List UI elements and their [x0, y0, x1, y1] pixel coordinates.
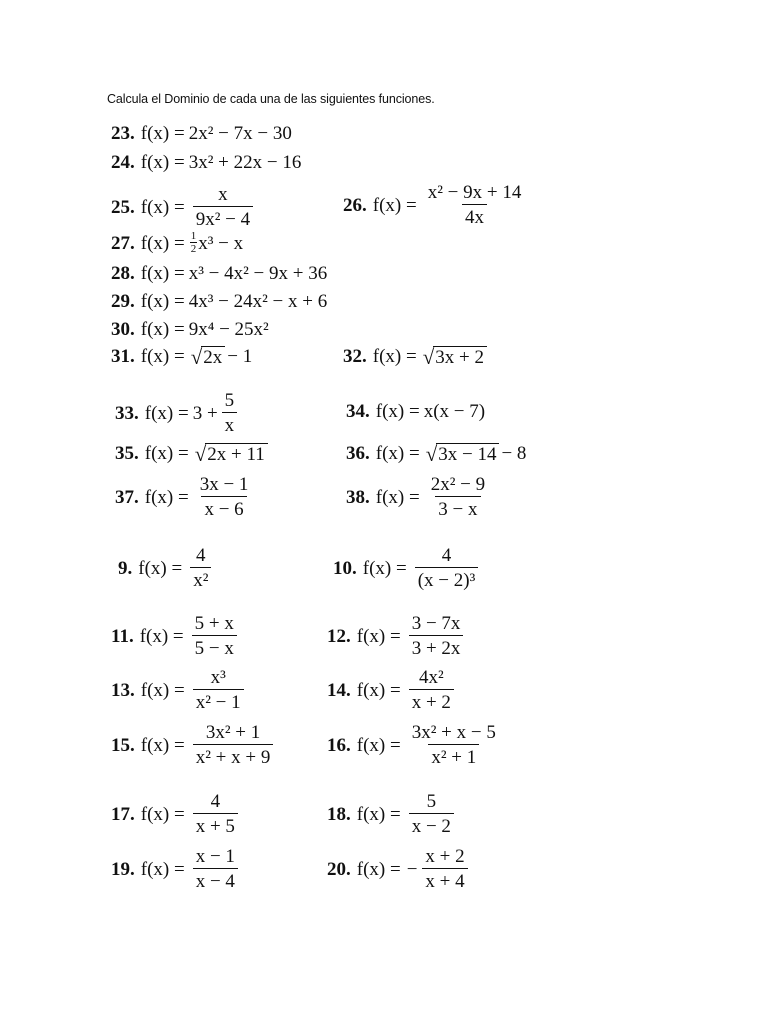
numerator: x² − 9x + 14 [427, 182, 522, 203]
fraction [415, 546, 479, 590]
problem-number: 10. [333, 557, 357, 579]
problem-number: 31. [111, 346, 135, 368]
radical-sign: √ [194, 441, 207, 466]
problem-number: 13. [111, 679, 135, 701]
function-lhs: f(x) = [140, 346, 185, 368]
numerator: 4 [196, 545, 206, 566]
square-root [191, 346, 226, 368]
function-lhs: f(x) = [138, 557, 183, 579]
problem-number: 28. [111, 263, 135, 284]
numerator: 2x² − 9 [430, 474, 486, 495]
problem-20 [327, 847, 472, 891]
radical-sign: √ [422, 344, 435, 369]
numerator: 4 [441, 545, 452, 566]
problem-number: 17. [111, 803, 135, 825]
function-lhs: f(x) = [140, 734, 185, 756]
function-rhs: x(x − 7) [423, 401, 486, 422]
fraction [409, 792, 454, 836]
denominator: 9x² − 4 [193, 206, 253, 229]
instruction-text: Calcula el Dominio de cada una de las siguientes funciones. [107, 92, 435, 106]
function-rhs: x³ − 4x² − 9x + 36 [188, 263, 328, 284]
denominator: x² − 1 [193, 689, 244, 712]
denominator: x² [190, 567, 211, 590]
problem-36 [346, 443, 526, 465]
problem-23 [111, 124, 292, 143]
fraction [193, 847, 238, 891]
radical-sign: √ [425, 441, 438, 466]
numerator: 1 [190, 230, 197, 242]
denominator: 3 − x [435, 496, 480, 519]
function-lhs: f(x) = [140, 679, 185, 701]
problem-26 [343, 183, 528, 227]
function-lhs: f(x) = [144, 402, 189, 424]
problem-number: 36. [346, 443, 370, 465]
problem-number: 26. [343, 194, 367, 216]
function-lhs: f(x) = [362, 557, 407, 579]
problem-number: 30. [111, 319, 135, 340]
denominator: x² + 1 [428, 744, 479, 767]
problem-13 [111, 668, 248, 712]
function-lhs: f(x) = [139, 625, 184, 647]
numerator: x [218, 184, 228, 205]
problem-28 [111, 264, 327, 283]
problem-number: 20. [327, 858, 351, 880]
problem-31 [111, 346, 252, 368]
radicand: 2x [201, 346, 225, 368]
problem-25 [111, 185, 257, 229]
problem-18 [327, 792, 458, 836]
function-rhs: 9x⁴ − 25x² [188, 319, 269, 340]
fraction [425, 183, 525, 227]
function-rhs: x³ − x [198, 232, 244, 254]
problem-number: 12. [327, 625, 351, 647]
denominator: x − 2 [409, 813, 454, 836]
function-lhs: f(x) = [140, 263, 185, 284]
problem-15 [111, 723, 277, 767]
problem-17 [111, 792, 242, 836]
fraction [193, 723, 274, 767]
fraction [409, 614, 464, 658]
radical-sign: √ [190, 344, 203, 369]
fraction [193, 185, 253, 229]
function-lhs: f(x) = [140, 803, 185, 825]
denominator: x + 2 [409, 689, 454, 712]
numerator: 3x² + 1 [205, 722, 261, 743]
function-rhs: 4x³ − 24x² − x + 6 [188, 291, 328, 312]
denominator: x − 6 [201, 496, 246, 519]
numerator: x − 1 [195, 846, 235, 867]
problem-number: 35. [115, 443, 139, 465]
radicand: 3x + 2 [433, 346, 487, 368]
problem-32 [343, 346, 489, 368]
square-root [195, 443, 268, 465]
function-lhs: f(x) = [356, 858, 401, 880]
problem-16 [327, 723, 503, 767]
problem-34 [346, 402, 485, 421]
problem-number: 29. [111, 291, 135, 312]
function-lhs: f(x) = [372, 194, 417, 216]
square-root [423, 346, 487, 368]
denominator: x − 4 [193, 868, 238, 891]
problem-14 [327, 668, 458, 712]
problem-29 [111, 292, 327, 311]
problem-30 [111, 320, 269, 339]
denominator: 5 − x [192, 635, 237, 658]
fraction [409, 723, 499, 767]
problem-number: 15. [111, 734, 135, 756]
function-lhs: f(x) = [144, 486, 189, 508]
numerator: x³ [210, 667, 226, 688]
denominator: x + 4 [422, 868, 467, 891]
function-prefix: 3 + [192, 402, 218, 424]
function-lhs: f(x) = [356, 803, 401, 825]
problem-10 [333, 546, 482, 590]
function-lhs: f(x) = [140, 196, 185, 218]
fraction [409, 668, 454, 712]
denominator: 4x [462, 204, 487, 227]
problem-33 [115, 391, 241, 435]
problem-12 [327, 614, 467, 658]
problem-number: 34. [346, 401, 370, 422]
problem-number: 16. [327, 734, 351, 756]
problem-number: 24. [111, 152, 135, 173]
function-lhs: f(x) = [140, 291, 185, 312]
function-lhs: f(x) = [356, 625, 401, 647]
fraction [222, 391, 238, 435]
denominator: 3 + 2x [409, 635, 464, 658]
function-lhs: f(x) = [375, 486, 420, 508]
denominator: (x − 2)³ [415, 567, 479, 590]
function-lhs: f(x) = [140, 123, 185, 144]
coefficient-fraction [190, 231, 198, 255]
numerator: 3x² + x − 5 [411, 722, 496, 743]
problem-number: 9. [118, 557, 133, 579]
problem-number: 37. [115, 486, 139, 508]
function-rhs: 2x² − 7x − 30 [188, 123, 292, 144]
problem-number: 25. [111, 196, 135, 218]
problem-number: 19. [111, 858, 135, 880]
denominator: x + 5 [193, 813, 238, 836]
numerator: 3x − 1 [199, 474, 249, 495]
problem-number: 23. [111, 123, 135, 144]
denominator: x [222, 412, 238, 435]
problem-number: 27. [111, 232, 135, 254]
function-lhs: f(x) = [375, 401, 420, 422]
problem-27 [111, 231, 243, 255]
numerator: 4x² [418, 667, 444, 688]
function-lhs: f(x) = [375, 443, 420, 465]
function-lhs: f(x) = [356, 734, 401, 756]
problem-19 [111, 847, 242, 891]
problem-number: 14. [327, 679, 351, 701]
problem-9 [118, 546, 215, 590]
numerator: 4 [210, 791, 221, 812]
fraction [428, 475, 488, 519]
numerator: 3 − 7x [411, 613, 461, 634]
fraction [422, 847, 467, 891]
square-root [426, 443, 500, 465]
fraction [193, 668, 244, 712]
function-lhs: f(x) = [140, 232, 185, 254]
problem-number: 33. [115, 402, 139, 424]
denominator: 2 [190, 243, 197, 255]
function-lhs: f(x) = [140, 858, 185, 880]
radicand: 3x − 14 [436, 443, 499, 465]
numerator: 5 [224, 390, 235, 411]
numerator: x + 2 [425, 846, 465, 867]
numerator: 5 + x [194, 613, 234, 634]
problem-number: 38. [346, 486, 370, 508]
problem-11 [111, 614, 241, 658]
problem-number: 18. [327, 803, 351, 825]
numerator: 5 [426, 791, 437, 812]
problem-24 [111, 153, 301, 172]
function-tail: − 8 [501, 443, 527, 465]
function-lhs: f(x) = [356, 679, 401, 701]
minus-sign: − [406, 858, 418, 880]
problem-number: 11. [111, 625, 134, 647]
function-lhs: f(x) = [140, 319, 185, 340]
function-lhs: f(x) = [140, 152, 185, 173]
function-rhs: 3x² + 22x − 16 [188, 152, 302, 173]
fraction [190, 546, 211, 590]
fraction [193, 792, 238, 836]
function-lhs: f(x) = [372, 346, 417, 368]
fraction [197, 475, 252, 519]
denominator: x² + x + 9 [193, 744, 274, 767]
function-lhs: f(x) = [144, 443, 189, 465]
function-tail: − 1 [227, 346, 253, 368]
radicand: 2x + 11 [205, 443, 268, 465]
problem-38 [346, 475, 492, 519]
fraction [192, 614, 237, 658]
problem-number: 32. [343, 346, 367, 368]
problem-35 [115, 443, 270, 465]
problem-37 [115, 475, 255, 519]
